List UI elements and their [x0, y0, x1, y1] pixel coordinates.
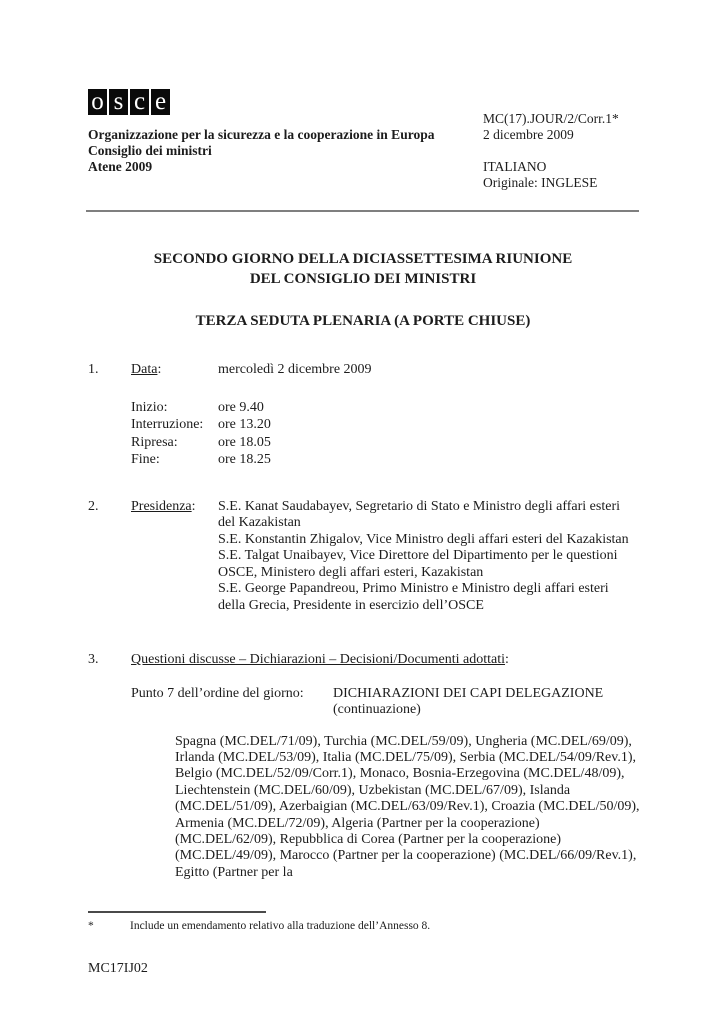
date-value: mercoledì 2 dicembre 2009 [218, 362, 372, 377]
time-row [88, 451, 638, 469]
footnote-text: Include un emendamento relativo alla traduzione dell’Annesso 8. [130, 920, 431, 932]
document-info-block [483, 111, 619, 191]
item-date [88, 362, 638, 469]
time-row [88, 434, 638, 452]
organization-block [88, 127, 488, 175]
document-header [88, 89, 638, 212]
osce-logo-letter: e [151, 89, 170, 115]
item-label: Data: [131, 362, 162, 377]
time-label: Interruzione: [131, 417, 204, 432]
delegations-paragraph: Spagna (MC.DEL/71/09), Turchia (MC.DEL/59/09), Ungheria (MC.DEL/69/09), Irlanda (MC.DEL/53/09), Italia (MC.DEL/75/09), Serbia (MC.DEL/54/09/Rev.1), Belgio (MC.DEL/52/09/Corr.1), Monaco, Bosnia-Erzegovina (MC.DEL/48/09), Liechtenstein (MC.DEL/60/09), Uzbekistan (MC.DEL/67/09), Islanda (MC.DEL/51/09), Azerbaigian (MC.DEL/63/09/Rev.1), Croazia (MC.DEL/50/09), Armenia (MC.DEL/72/09), Algeria (Partner per la cooperazione) (MC.DEL/62/09), Repubblica di Corea (Partner per la cooperazione) (MC.DEL/49/09), Marocco (Partner per la cooperazione) (MC.DEL/66/09/Rev.1), Egitto (Partner per la [175, 733, 640, 880]
chairs-list [218, 499, 638, 615]
document-code: MC17IJ02 [88, 961, 148, 976]
item-label: Presidenza: [131, 498, 196, 514]
time-row [88, 416, 638, 434]
osce-logo-letter: c [130, 89, 149, 115]
chair-entry: S.E. Kanat Saudabayev, Segretario di Stato e Ministro degli affari esteri del Kazakistan [218, 498, 621, 530]
title-line-2: DEL CONSIGLIO DEI MINISTRI [249, 271, 477, 287]
agenda-value-line-1: DICHIARAZIONI DEI CAPI DELEGAZIONE [333, 685, 604, 701]
chair-entry: S.E. Konstantin Zhigalov, Vice Ministro degli affari esteri del Kazakistan [218, 531, 629, 547]
time-value: ore 9.40 [218, 399, 264, 415]
item-subjects-discussed [88, 652, 638, 881]
spacer [483, 143, 619, 159]
footnote-marker: * [88, 920, 94, 932]
agenda-item-row [88, 686, 638, 719]
agenda-value-line-2: (continuazione) [333, 702, 421, 717]
meeting-location: Atene 2009 [88, 159, 153, 174]
header-divider [86, 210, 639, 212]
time-label: Ripresa: [131, 434, 178, 450]
document-language: ITALIANO [483, 159, 547, 174]
document-reference: MC(17).JOUR/2/Corr.1* [483, 111, 619, 126]
footnote [88, 911, 638, 933]
session-times [88, 399, 638, 469]
item-number: 2. [88, 498, 99, 514]
title-line-1: SECONDO GIORNO DELLA DICIASSETTESIMA RIUNIONE [153, 251, 573, 267]
agenda-item-value [333, 686, 638, 719]
osce-logo-letter: o [88, 89, 107, 115]
document-title [88, 249, 638, 331]
time-label: Inizio: [131, 399, 168, 415]
footnote-divider [88, 911, 266, 913]
item-chairmanship [88, 499, 638, 615]
osce-logo-letter: s [109, 89, 128, 115]
item-number: 3. [88, 652, 99, 667]
time-value: ore 18.25 [218, 452, 271, 467]
item-number: 1. [88, 362, 99, 377]
item-label: Questioni discusse – Dichiarazioni – Decisioni/Documenti adottati: [131, 652, 509, 667]
agenda-item-label: Punto 7 dell’ordine del giorno: [131, 685, 304, 701]
document-original-language: Originale: INGLESE [483, 175, 598, 190]
document-date: 2 dicembre 2009 [483, 127, 574, 142]
time-value: ore 18.05 [218, 434, 271, 450]
time-label: Fine: [131, 452, 160, 467]
council-name: Consiglio dei ministri [88, 143, 212, 158]
time-row [88, 399, 638, 417]
organization-name: Organizzazione per la sicurezza e la cooperazione in Europa [88, 127, 435, 142]
time-value: ore 13.20 [218, 417, 271, 432]
session-title: TERZA SEDUTA PLENARIA (A PORTE CHIUSE) [195, 313, 531, 329]
chair-entry: S.E. Talgat Unaibayev, Vice Direttore del Dipartimento per le questioni OSCE, Ministero degli affari esteri, Kazakistan [218, 548, 618, 580]
chair-entry: S.E. George Papandreou, Primo Ministro e Ministro degli affari esteri della Grecia, Presidente in esercizio dell’OSCE [218, 581, 609, 613]
document-content [88, 89, 638, 881]
